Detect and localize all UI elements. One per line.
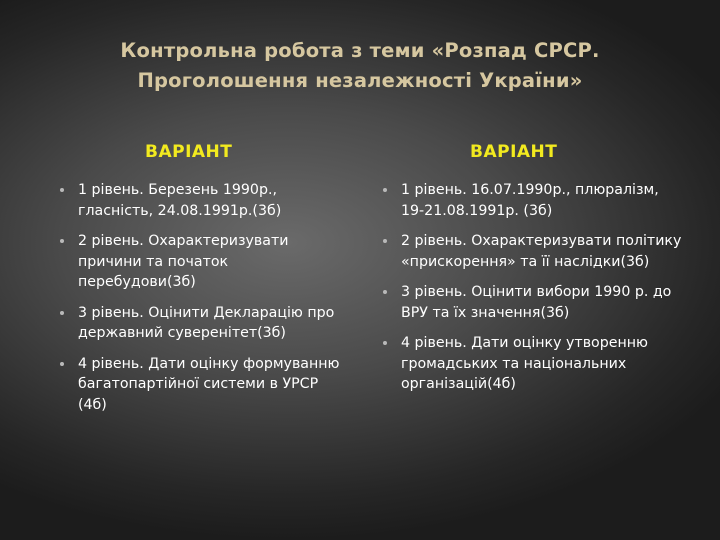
list-item-text: 2 рівень. Охарактеризувати причини та початок перебудови(3б) [78,233,289,290]
variant-heading-left: ВАРІАНТ [145,142,233,162]
bullet-icon [60,239,64,243]
slide-title-line-2: Проголошення незалежності України» [137,69,583,93]
bullet-icon [383,290,387,294]
variant-list-right [383,180,683,405]
list-item [383,180,683,221]
bullet-icon [60,188,64,192]
list-item-text: 1 рівень. Березень 1990р., гласність, 24.08.1991р.(3б) [78,182,282,219]
list-item-text: 2 рівень. Охарактеризувати політику «прискорення» та її наслідки(3б) [401,233,682,270]
list-item-text: 3 рівень. Оцінити вибори 1990 р. до ВРУ та їх значення(3б) [401,284,672,321]
list-item-text: 1 рівень. 16.07.1990р., плюралізм, 19-21.08.1991р. (3б) [401,182,659,219]
bullet-icon [383,341,387,345]
bullet-icon [383,239,387,243]
list-item-text: 4 рівень. Дати оцінку формуванню багатопартійної системи в УРСР (4б) [78,355,340,413]
list-item [60,354,350,416]
slide-title-line-1: Контрольна робота з теми «Розпад СРСР. [120,39,600,62]
bullet-icon [383,188,387,192]
list-item [60,303,350,344]
bullet-icon [60,311,64,315]
list-item [60,231,350,293]
bullet-icon [60,362,64,366]
variant-heading-right: ВАРІАНТ [470,142,558,162]
variant-list-left [60,180,350,425]
list-item [383,282,683,323]
slide-title [20,36,700,96]
list-item-text: 3 рівень. Оцінити Декларацію про державний суверенітет(3б) [78,304,335,341]
list-item [60,180,350,221]
list-item [383,333,683,395]
list-item-text: 4 рівень. Дати оцінку утворенню громадських та національних організацій(4б) [401,335,648,392]
list-item [383,231,683,272]
